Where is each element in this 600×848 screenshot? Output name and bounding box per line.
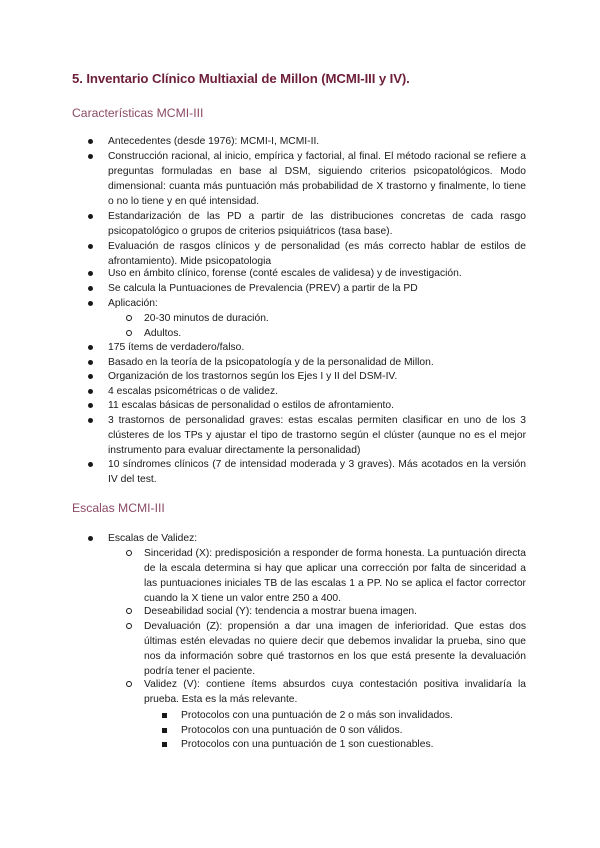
- bullet-square: [162, 723, 167, 738]
- sub-sub-list-item: Protocolos con una puntuación de 0 son válidos.: [181, 725, 403, 736]
- bullet-square: [162, 737, 167, 752]
- bullet-disc: [88, 398, 93, 413]
- bullet-square: [162, 708, 167, 723]
- bullet-disc: [88, 531, 93, 546]
- sub-sub-list-item: Protocolos con una puntuación de 1 son cuestionables.: [181, 739, 434, 750]
- bullet-circle: [126, 677, 132, 692]
- list-item: Aplicación:: [108, 298, 158, 309]
- bullet-disc: [88, 369, 93, 384]
- bullet-disc: [88, 209, 93, 224]
- section-heading-caracteristicas: Características MCMI-III: [72, 106, 204, 120]
- list-item: Basado en la teoría de la psicopatología y de la personalidad de Millon.: [108, 357, 434, 368]
- sub-list-item: 20-30 minutos de duración.: [144, 313, 269, 324]
- list-item: 175 ítems de verdadero/falso.: [108, 342, 245, 353]
- bullet-circle: [126, 604, 132, 619]
- bullet-disc: [88, 239, 93, 254]
- section-heading-escalas: Escalas MCMI-III: [72, 501, 165, 515]
- list-item: Escalas de Validez:: [108, 533, 198, 544]
- sub-list-item: Sinceridad (X): predisposición a responder de forma honesta. La puntuación directa de la escala determina si hay que aplicar una corrección por falta de sinceridad a las puntuaciones iniciales TB de las escalas 1 a PP. No se aplica el factor corrector cuando la X tiene un valor entre 250 a 400.: [144, 548, 526, 604]
- bullet-disc: [88, 266, 93, 281]
- bullet-circle: [126, 546, 132, 561]
- list-item: Evaluación de rasgos clínicos y de personalidad (es más correcto hablar de estilos de afrontamiento). Mide psicopatologia: [108, 241, 526, 267]
- bullet-circle: [126, 326, 132, 341]
- list-item: 4 escalas psicométricas o de validez.: [108, 386, 278, 397]
- sub-list-item: Devaluación (Z): propensión a dar una imagen de inferioridad. Que estas dos últimas estén elevadas no quiere decir que debemos invalidar la prueba, sino que nos da información sobre qué trastornos en los que está presente la devaluación podría tener el paciente.: [144, 621, 526, 677]
- bullet-disc: [88, 355, 93, 370]
- bullet-disc: [88, 281, 93, 296]
- bullet-disc: [88, 296, 93, 311]
- bullet-disc: [88, 384, 93, 399]
- list-item: Se calcula la Puntuaciones de Prevalencia (PREV) a partir de la PD: [108, 283, 418, 294]
- list-item: 3 trastornos de personalidad graves: estas escalas permiten clasificar en uno de los 3 clústeres de los TPs y ajustar el tipo de trastorno según el clúster (aunque no es el mejor instrumento para evaluar directamente la personalidad): [108, 415, 526, 456]
- bullet-disc: [88, 457, 93, 472]
- sub-list-item: Deseabilidad social (Y): tendencia a mostrar buena imagen.: [144, 606, 418, 617]
- list-item: Uso en ámbito clínico, forense (conté escales de validesa) y de investigación.: [108, 268, 462, 279]
- list-item: Construcción racional, al inicio, empírica y factorial, al final. El método racional se refiere a preguntas formuladas en base al DSM, siguiendo criterios psicopatológicos. Modo dimensional: cuanta más puntuación más probabilidad de X trastorno y finalmente, lo tiene o no lo tiene y en qué intensidad.: [108, 151, 526, 207]
- bullet-disc: [88, 149, 93, 164]
- bullet-disc: [88, 340, 93, 355]
- page-title: 5. Inventario Clínico Multiaxial de Millon (MCMI-III y IV).: [72, 71, 410, 86]
- list-item: Estandarización de las PD a partir de las distribuciones concretas de cada rasgo psicopatológico o grupos de criterios psiquiátricos (tasa base).: [108, 211, 526, 237]
- bullet-disc: [88, 413, 93, 428]
- list-item: Antecedentes (desde 1976): MCMI-I, MCMI-II.: [108, 136, 320, 147]
- bullet-circle: [126, 311, 132, 326]
- list-item: 10 síndromes clínicos (7 de intensidad moderada y 3 graves). Más acotados en la versión IV del test.: [108, 459, 526, 485]
- bullet-circle: [126, 619, 132, 634]
- sub-list-item: Adultos.: [144, 328, 182, 339]
- list-item: Organización de los trastornos según los Ejes I y II del DSM-IV.: [108, 371, 398, 382]
- bullet-disc: [88, 134, 93, 149]
- list-item: 11 escalas básicas de personalidad o estilos de afrontamiento.: [108, 400, 395, 411]
- sub-list-item: Validez (V): contiene ítems absurdos cuya contestación positiva invalidaría la prueba. Esta es la más relevante.: [144, 679, 526, 705]
- sub-sub-list-item: Protocolos con una puntuación de 2 o más son invalidados.: [181, 710, 453, 721]
